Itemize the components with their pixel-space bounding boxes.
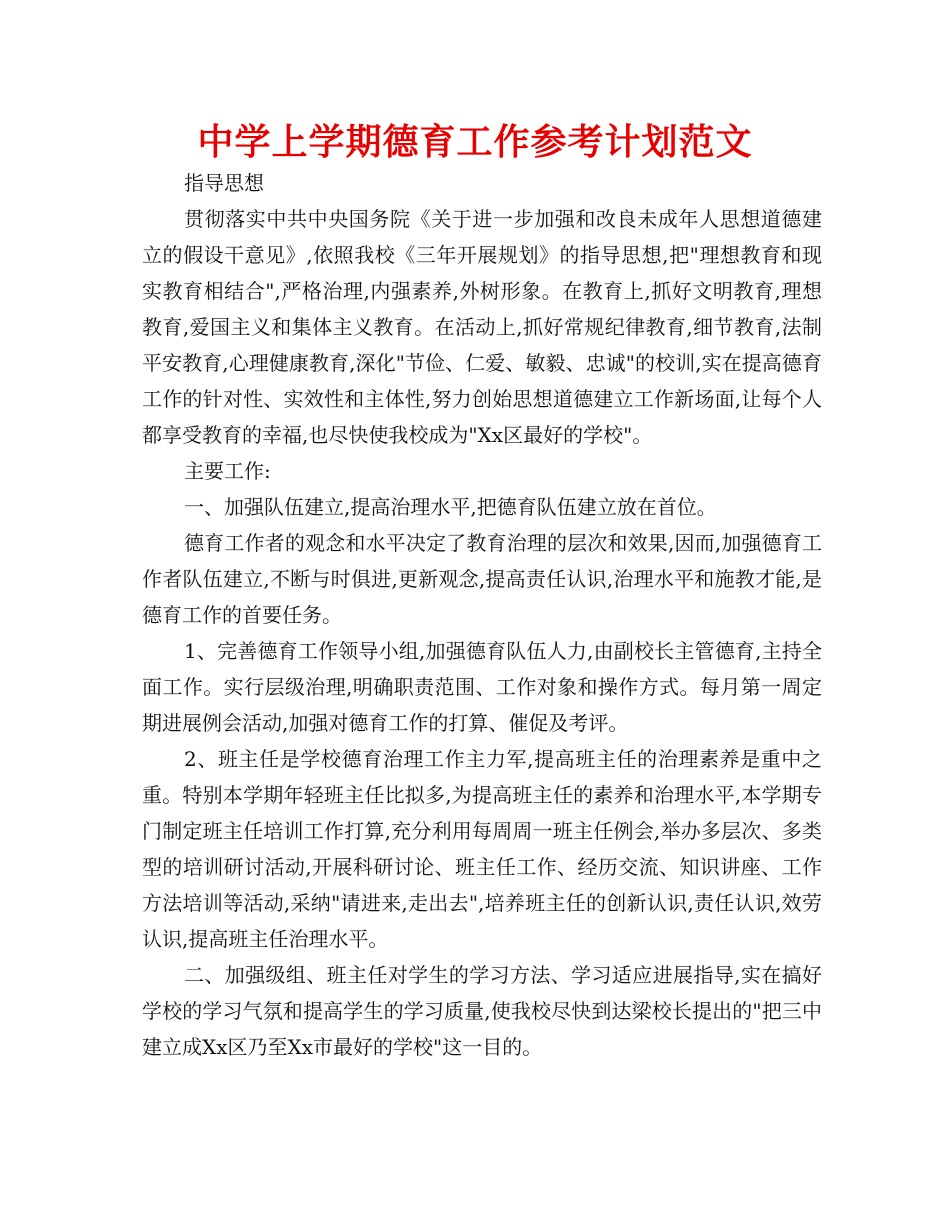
paragraph-point-1: 1、完善德育工作领导小组,加强德育队伍人力,由副校长主管德育,主持全面工作。实行层级治理,明确职责范围、工作对象和操作方式。每月第一周定期进展例会活动,加强对德育工作的打算、催促及考评。 bbox=[142, 639, 822, 735]
paragraph-guiding-ideology: 贯彻落实中共中央国务院《关于进一步加强和改良未成年人思想道德建立的假设干意见》,依照我校《三年开展规划》的指导思想,把"理想教育和现实教育相结合",严格治理,内强素养,外树形象。在教育上,抓好文明教育,理想教育,爱国主义和集体主义教育。在活动上,抓好常规纪律教育,细节教育,法制平安教育,心理健康教育,深化"节俭、仁爱、敏毅、忠诚"的校训,实在提高德育工作的针对性、实效性和主体性,努力创始思想道德建立工作新场面,让每个人都享受教育的幸福,也尽快使我校成为"Xx区最好的学校"。 bbox=[142, 207, 822, 447]
document-title: 中学上学期德育工作参考计划范文 bbox=[197, 122, 753, 163]
paragraph-point-2: 2、班主任是学校德育治理工作主力军,提高班主任的治理素养是重中之重。特别本学期年轻班主任比拟多,为提高班主任的素养和治理水平,本学期专门制定班主任培训工作打算,充分利用每周周一班主任例会,举办多层次、多类型的培训研讨活动,开展科研讨论、班主任工作、经历交流、知识讲座、工作方法培训等活动,采纳"请进来,走出去",培养班主任的创新认识,责任认识,效劳认识,提高班主任治理水平。 bbox=[142, 747, 822, 951]
paragraph-item-one-heading: 一、加强队伍建立,提高治理水平,把德育队伍建立放在首位。 bbox=[184, 495, 717, 519]
section-heading-guiding-ideology: 指导思想 bbox=[184, 171, 264, 195]
paragraph-team-building: 德育工作者的观念和水平决定了教育治理的层次和效果,因而,加强德育工作者队伍建立,不断与时俱进,更新观念,提高责任认识,治理水平和施教才能,是德育工作的首要任务。 bbox=[142, 531, 822, 627]
paragraph-item-two: 二、加强级组、班主任对学生的学习方法、学习适应进展指导,实在搞好学校的学习气氛和提高学生的学习质量,使我校尽快到达梁校长提出的"把三中建立成Xx区乃至Xx市最好的学校"这一目的。 bbox=[142, 963, 822, 1059]
section-heading-main-work: 主要工作: bbox=[184, 459, 271, 483]
document-body bbox=[142, 165, 822, 1065]
